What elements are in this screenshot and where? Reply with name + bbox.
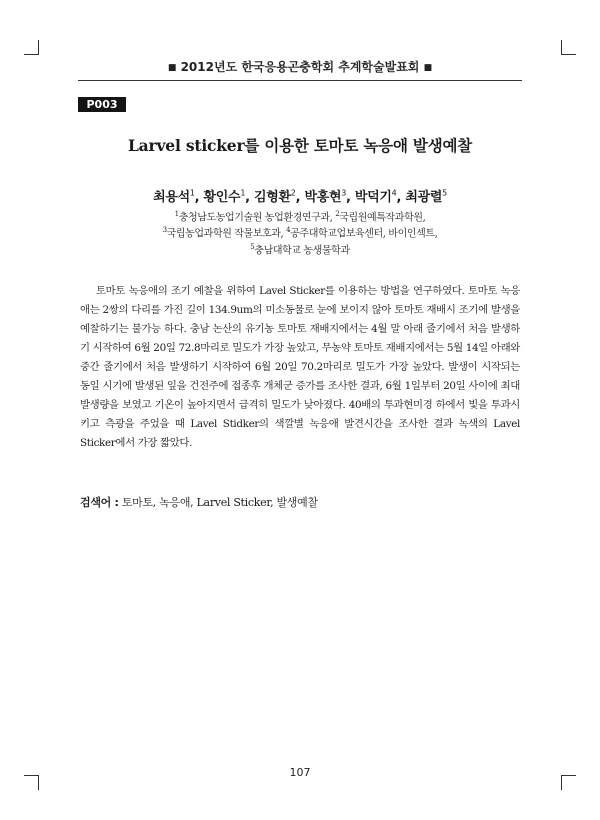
abstract-body: 토마토 녹응애의 조기 예찰을 위하여 Lavel Sticker를 이용하는 방법을 연구하였다. 토마토 녹응애는 2쌍의 다리를 가진 길이 134.9um의 미소동물로 눈에 보이지 않아 토마토 재배시 조기에 발생을 예찰하기는 불가능 하다. 충남 논산의 유기농 토마토 재배지에서는 4월 말 아래 줄기에서 처음 발생하기 시작하여 6월 20일 72.8마리로 밀도가 가장 높았고, 무농약 토마토 재배지에서는 5월 14일 아래와 중간 줄기에서 처음 발생하기 시작하여 6월 20일 70.2마리로 밀도가 가장 높았다. 발생이 시작되는 동일 시기에 발생된 잎을 건전주에 접종후 개체군 증가를 조사한 결과, 6월 1일부터 20일 사이에 최대 발생량을 보였고 기온이 높아지면서 급격히 밀도가 낮아졌다. 40배의 투과현미경 하에서 빛을 투과시키고 측광을 주었을 때 Lavel Stidker의 색깔별 녹응애 발견시간을 조사한 결과 녹색의 Lavel Sticker에서 가장 짧았다. xyxy=(80,285,520,449)
affiliation: 충남대학교 농생물학과 xyxy=(254,244,350,256)
author xyxy=(355,190,397,205)
running-header xyxy=(0,58,600,75)
affil-sup: 2 xyxy=(335,210,340,218)
author-affil-sup: 3 xyxy=(341,188,347,198)
affil-sup: 5 xyxy=(250,242,255,251)
affil-sup: 1 xyxy=(174,210,179,218)
author-name: 김형환 xyxy=(253,190,291,205)
author-affil-sup: 2 xyxy=(290,188,296,198)
author xyxy=(304,190,346,205)
author-name: 박홍현 xyxy=(304,190,342,205)
square-bullet-icon: ■ xyxy=(167,63,177,73)
author-list: 최용석$^1$, 황인수$^1$, 김형환$^2$, 박홍현$^3$, 박덕기$^4$, 최광렬$^5$ xyxy=(153,188,447,205)
page-number: 107 xyxy=(289,766,311,779)
affiliation-line xyxy=(0,224,600,240)
paper-code-badge: P003 xyxy=(78,97,126,112)
author-affil-sup: 5 xyxy=(442,188,447,198)
affiliation-line xyxy=(0,208,600,224)
affiliation: 충청남도농업기술원 농업환경연구과, xyxy=(178,212,336,224)
author xyxy=(153,190,195,205)
author xyxy=(204,190,246,205)
crop-mark-top-right xyxy=(561,40,576,55)
author-affil-sup: 4 xyxy=(391,188,397,198)
author-name: 최용석 xyxy=(153,190,190,205)
affil-sup: 3 xyxy=(162,226,167,235)
keywords-text: 토마토, 녹응애, Larvel Sticker, 발생예찰 xyxy=(121,496,318,509)
square-bullet-icon: ■ xyxy=(423,63,433,73)
affiliation-line xyxy=(0,241,600,257)
affiliation: 공주대학교업보육센터, 바이인섹트, xyxy=(290,228,438,240)
keywords-label: 검색어 : xyxy=(80,496,119,509)
author-name: 황인수 xyxy=(203,190,241,205)
author-name: 박덕기 xyxy=(354,190,392,205)
author xyxy=(405,190,447,205)
author-affil-sup: 1 xyxy=(189,188,195,198)
header-text: 2012년도 한국응용곤충학회 추계학술발표회 xyxy=(180,60,420,74)
paper-title: Larvel sticker를 이용한 토마토 녹응애 발생예찰 xyxy=(127,136,473,155)
author xyxy=(254,190,296,205)
header-rule xyxy=(78,80,522,81)
affiliations xyxy=(0,208,600,257)
affil-sup: 4 xyxy=(286,226,291,235)
affiliation: 국립농업과학원 작물보호과, xyxy=(166,228,287,240)
crop-mark-top-left xyxy=(24,40,39,55)
keywords-line xyxy=(80,494,318,510)
author-affil-sup: 1 xyxy=(240,188,246,198)
affiliation: 국립원예특작과학원, xyxy=(339,212,426,224)
author-name: 최광렬 xyxy=(405,190,443,205)
